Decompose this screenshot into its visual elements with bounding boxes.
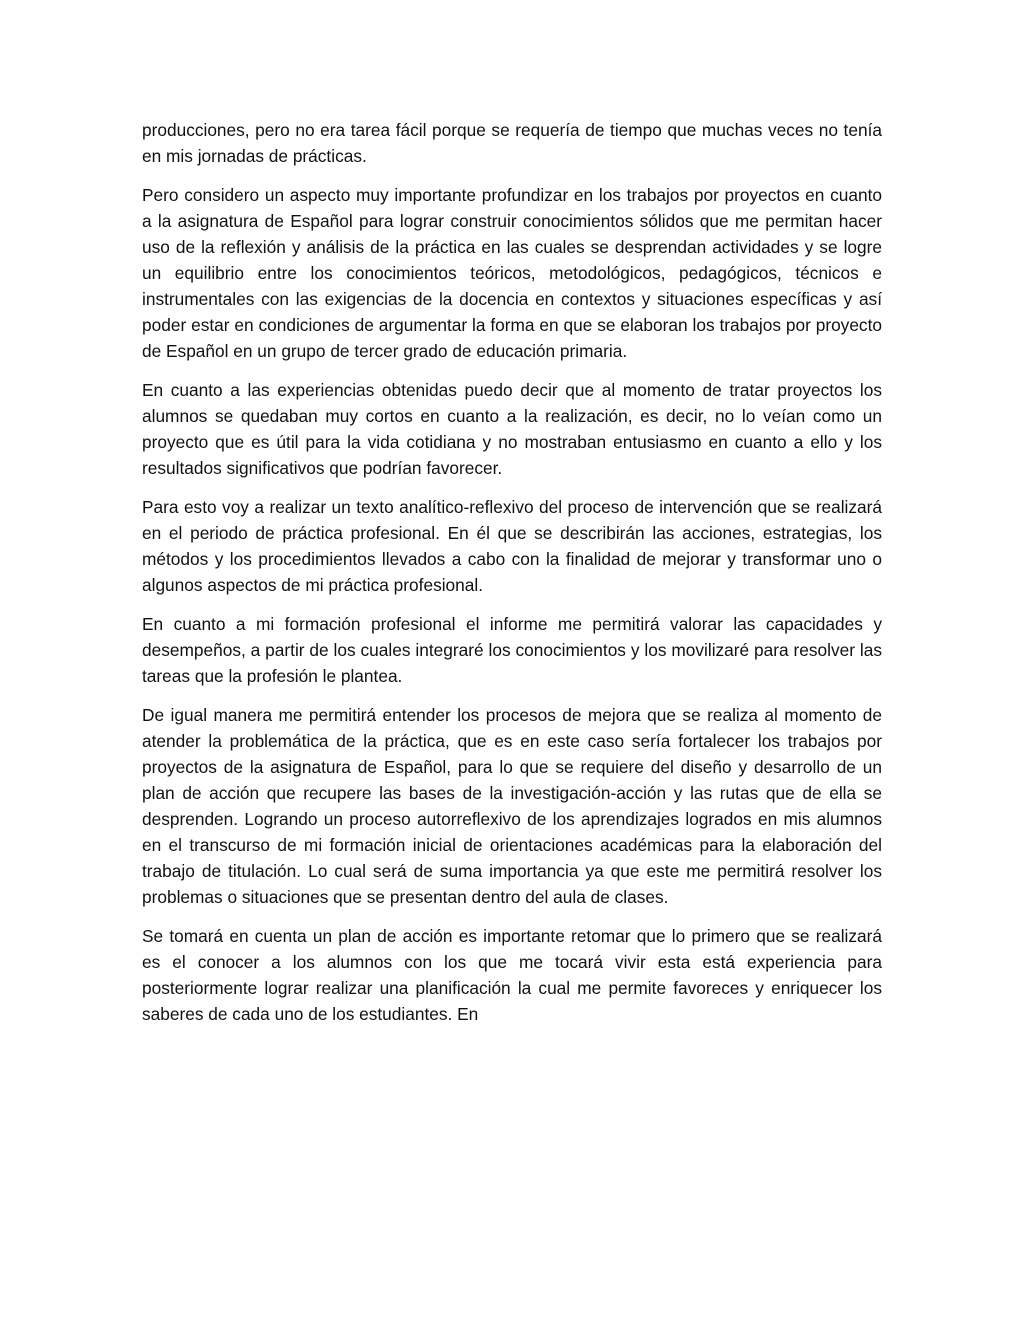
- paragraph-5: En cuanto a mi formación profesional el informe me permitirá valorar las capacidades y desempeños, a partir de los cuales integraré los conocimientos y los movilizaré para resolver las tareas que la profesión le plantea.: [142, 614, 882, 686]
- paragraph-6: De igual manera me permitirá entender los procesos de mejora que se realiza al momento de atender la problemática de la práctica, que es en este caso sería fortalecer los trabajos por proyectos de la asignatura de Español, para lo que se requiere del diseño y desarrollo de un plan de acción que recupere las bases de la investigación-acción y las rutas que de ella se desprenden. Logrando un proceso autorreflexivo de los aprendizajes logrados en mis alumnos en el transcurso de mi formación inicial de orientaciones académicas para la elaboración del trabajo de titulación. Lo cual será de suma importancia ya que este me permitirá resolver los problemas o situaciones que se presentan dentro del aula de clases.: [142, 705, 882, 907]
- paragraph-1: producciones, pero no era tarea fácil porque se requería de tiempo que muchas veces no tenía en mis jornadas de prácticas.: [142, 120, 882, 166]
- document-body: [142, 117, 882, 1040]
- paragraph-7: Se tomará en cuenta un plan de acción es importante retomar que lo primero que se realizará es el conocer a los alumnos con los que me tocará vivir esta está experiencia para posteriormente lograr realizar una planificación la cual me permite favoreces y enriquecer los saberes de cada uno de los estudiantes. En: [142, 926, 882, 1024]
- paragraph-2: Pero considero un aspecto muy importante profundizar en los trabajos por proyectos en cuanto a la asignatura de Español para lograr construir conocimientos sólidos que me permitan hacer uso de la reflexión y análisis de la práctica en las cuales se desprendan actividades y se logre un equilibrio entre los conocimientos teóricos, metodológicos, pedagógicos, técnicos e instrumentales con las exigencias de la docencia en contextos y situaciones específicas y así poder estar en condiciones de argumentar la forma en que se elaboran los trabajos por proyecto de Español en un grupo de tercer grado de educación primaria.: [142, 185, 882, 361]
- paragraph-4: Para esto voy a realizar un texto analítico-reflexivo del proceso de intervención que se realizará en el periodo de práctica profesional. En él que se describirán las acciones, estrategias, los métodos y los procedimientos llevados a cabo con la finalidad de mejorar y transformar uno o algunos aspectos de mi práctica profesional.: [142, 497, 882, 595]
- paragraph-3: En cuanto a las experiencias obtenidas puedo decir que al momento de tratar proyectos los alumnos se quedaban muy cortos en cuanto a la realización, es decir, no lo veían como un proyecto que es útil para la vida cotidiana y no mostraban entusiasmo en cuanto a ello y los resultados significativos que podrían favorecer.: [142, 380, 882, 478]
